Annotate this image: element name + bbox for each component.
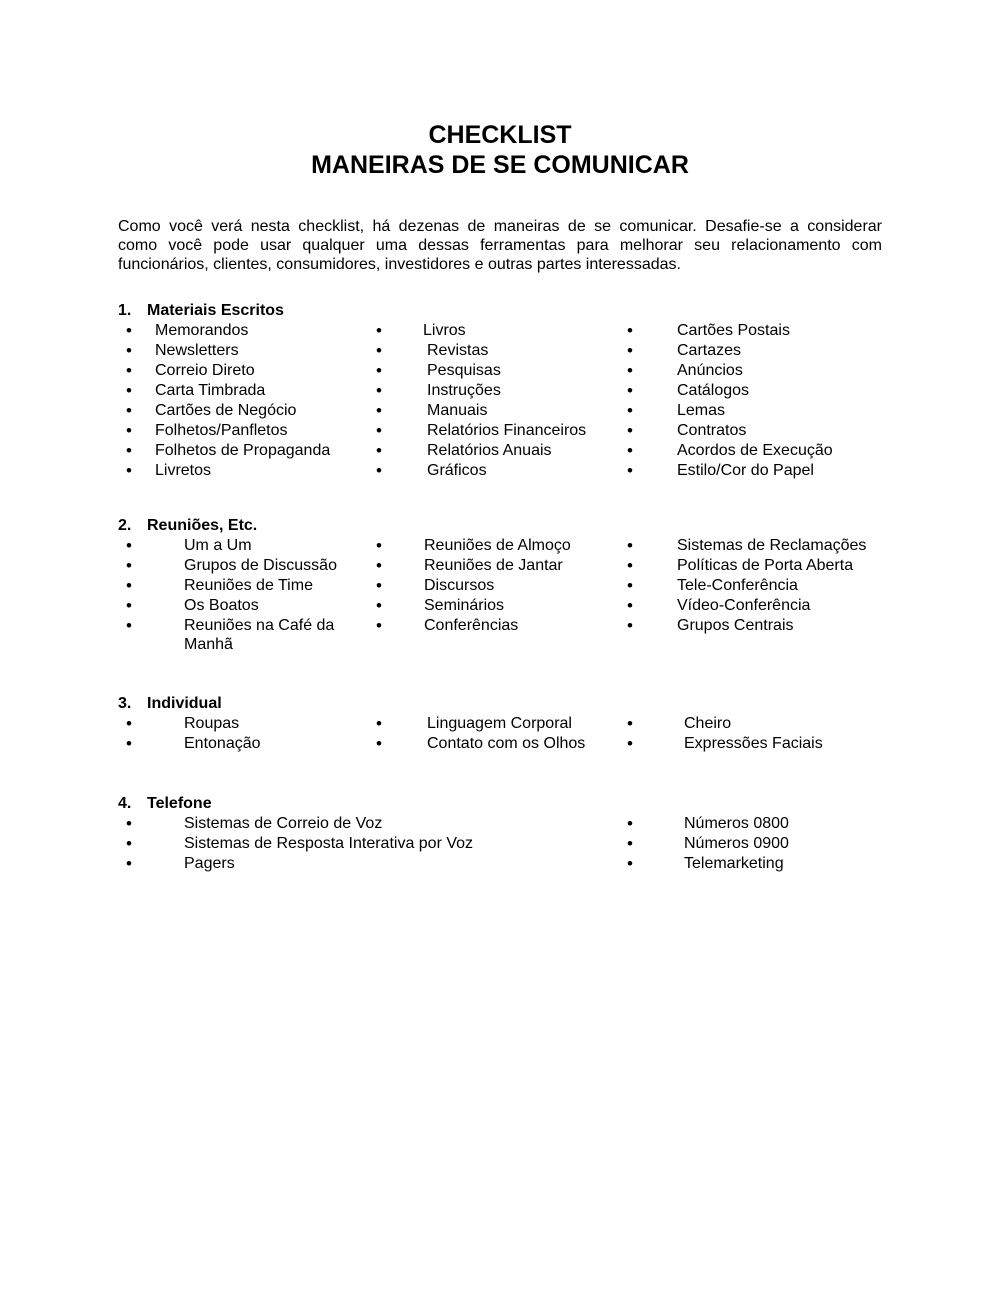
- section-heading-telefone: [118, 794, 212, 814]
- list-item: Catálogos: [677, 382, 750, 399]
- list-item: Livros: [423, 322, 466, 339]
- list-item: Livretos: [155, 462, 212, 479]
- list-item: Relatórios Financeiros: [427, 422, 587, 439]
- list-item: Reuniões de Almoço: [424, 537, 571, 554]
- bullet-icon: [126, 381, 132, 402]
- list-item: Conferências: [424, 617, 519, 634]
- bullet-icon: [126, 401, 132, 422]
- list-item: Sistemas de Reclamações: [677, 537, 867, 554]
- bullet-icon: [627, 814, 633, 835]
- bullet-icon: [376, 616, 382, 637]
- bullet-icon: [627, 441, 633, 462]
- bullet-icon: [627, 536, 633, 557]
- list-item: Grupos Centrais: [677, 617, 794, 634]
- intro-line: como você pode usar qualquer uma dessas ferramentas para melhorar seu relacionamento com: [118, 237, 882, 254]
- section-title: Individual: [147, 695, 222, 712]
- bullet-icon: [627, 321, 633, 342]
- bullet-icon: [126, 441, 132, 462]
- section-number: 3.: [118, 695, 132, 712]
- bullet-icon: [376, 341, 382, 362]
- list-item: Lemas: [677, 402, 726, 419]
- bullet-icon: [126, 321, 132, 342]
- bullet-icon: [126, 714, 132, 735]
- bullet-icon: [627, 596, 633, 617]
- list-item: Manuais: [427, 402, 488, 419]
- bullet-icon: [126, 734, 132, 755]
- section-heading-materiais-escritos: [118, 301, 284, 321]
- bullet-icon: [376, 441, 382, 462]
- bullet-icon: [126, 341, 132, 362]
- bullet-icon: [376, 321, 382, 342]
- bullet-icon: [376, 576, 382, 597]
- list-item: Entonação: [184, 735, 261, 752]
- list-item: Pesquisas: [427, 362, 501, 379]
- list-item: Cartões de Negócio: [155, 402, 297, 419]
- list-item: Linguagem Corporal: [427, 715, 572, 732]
- list-item: Correio Direto: [155, 362, 255, 379]
- list-item: Contato com os Olhos: [427, 735, 586, 752]
- list-item: Grupos de Discussão: [184, 557, 337, 574]
- bullet-icon: [627, 734, 633, 755]
- intro-line: funcionários, clientes, consumidores, investidores e outras partes interessadas.: [118, 256, 681, 273]
- bullet-icon: [126, 834, 132, 855]
- list-item: Memorandos: [155, 322, 249, 339]
- bullet-icon: [376, 381, 382, 402]
- section-number: 4.: [118, 795, 132, 812]
- list-item: Discursos: [424, 577, 495, 594]
- list-item: Pagers: [184, 855, 235, 872]
- bullet-icon: [627, 714, 633, 735]
- bullet-icon: [126, 421, 132, 442]
- list-item: Gráficos: [427, 462, 487, 479]
- section-title: Reuniões, Etc.: [147, 517, 258, 534]
- bullet-icon: [376, 461, 382, 482]
- list-item: Vídeo-Conferência: [677, 597, 811, 614]
- bullet-icon: [376, 556, 382, 577]
- list-item: Estilo/Cor do Papel: [677, 462, 814, 479]
- bullet-icon: [126, 361, 132, 382]
- list-item: Tele-Conferência: [677, 577, 798, 594]
- list-item: Roupas: [184, 715, 240, 732]
- bullet-icon: [126, 854, 132, 875]
- list-item: Cartazes: [677, 342, 742, 359]
- intro-paragraph: [118, 217, 882, 274]
- bullet-icon: [376, 734, 382, 755]
- list-item: Reuniões na Café da: [184, 617, 335, 634]
- list-item: Reuniões de Time: [184, 577, 313, 594]
- bullet-icon: [376, 401, 382, 422]
- list-item: Acordos de Execução: [677, 442, 833, 459]
- list-item: Números 0900: [684, 835, 789, 852]
- bullet-icon: [627, 576, 633, 597]
- list-item: Telemarketing: [684, 855, 784, 872]
- intro-line: Como você verá nesta checklist, há dezenas de maneiras de se comunicar. Desafie-se a considerar: [118, 218, 882, 235]
- section-title: Materiais Escritos: [147, 302, 284, 319]
- list-item: Reuniões de Jantar: [424, 557, 563, 574]
- list-item: Sistemas de Correio de Voz: [184, 815, 383, 832]
- section-heading-individual: [118, 694, 222, 714]
- bullet-icon: [627, 361, 633, 382]
- section-number: 1.: [118, 302, 132, 319]
- bullet-icon: [126, 596, 132, 617]
- list-item: Instruções: [427, 382, 501, 399]
- bullet-icon: [376, 361, 382, 382]
- list-item: Carta Timbrada: [155, 382, 266, 399]
- bullet-icon: [126, 536, 132, 557]
- bullet-icon: [376, 421, 382, 442]
- list-item: Sistemas de Resposta Interativa por Voz: [184, 835, 474, 852]
- bullet-icon: [627, 461, 633, 482]
- list-item: Newsletters: [155, 342, 239, 359]
- bullet-icon: [126, 616, 132, 637]
- bullet-icon: [627, 854, 633, 875]
- section-title: Telefone: [147, 795, 212, 812]
- list-item: Os Boatos: [184, 597, 259, 614]
- list-item: Cheiro: [684, 715, 732, 732]
- section-heading-reunioes: [118, 516, 257, 536]
- bullet-icon: [627, 421, 633, 442]
- list-item: Expressões Faciais: [684, 735, 823, 752]
- document-title: CHECKLIST: [428, 121, 572, 149]
- section-number: 2.: [118, 517, 132, 534]
- bullet-icon: [627, 556, 633, 577]
- bullet-icon: [376, 596, 382, 617]
- bullet-icon: [627, 401, 633, 422]
- bullet-icon: [376, 714, 382, 735]
- list-item: Anúncios: [677, 362, 743, 379]
- bullet-icon: [627, 381, 633, 402]
- list-item: Folhetos de Propaganda: [155, 442, 331, 459]
- list-item-continuation: Manhã: [184, 636, 233, 653]
- list-item: Números 0800: [684, 815, 789, 832]
- list-item: Cartões Postais: [677, 322, 790, 339]
- list-item: Políticas de Porta Aberta: [677, 557, 854, 574]
- bullet-icon: [376, 536, 382, 557]
- list-item: Seminários: [424, 597, 505, 614]
- list-item: Um a Um: [184, 537, 252, 554]
- bullet-icon: [126, 814, 132, 835]
- list-item: Contratos: [677, 422, 747, 439]
- bullet-icon: [126, 576, 132, 597]
- bullet-icon: [627, 341, 633, 362]
- bullet-icon: [627, 616, 633, 637]
- bullet-icon: [126, 461, 132, 482]
- list-item: Folhetos/Panfletos: [155, 422, 288, 439]
- document-subtitle: MANEIRAS DE SE COMUNICAR: [311, 151, 689, 179]
- bullet-icon: [627, 834, 633, 855]
- list-item: Relatórios Anuais: [427, 442, 552, 459]
- bullet-icon: [126, 556, 132, 577]
- list-item: Revistas: [427, 342, 489, 359]
